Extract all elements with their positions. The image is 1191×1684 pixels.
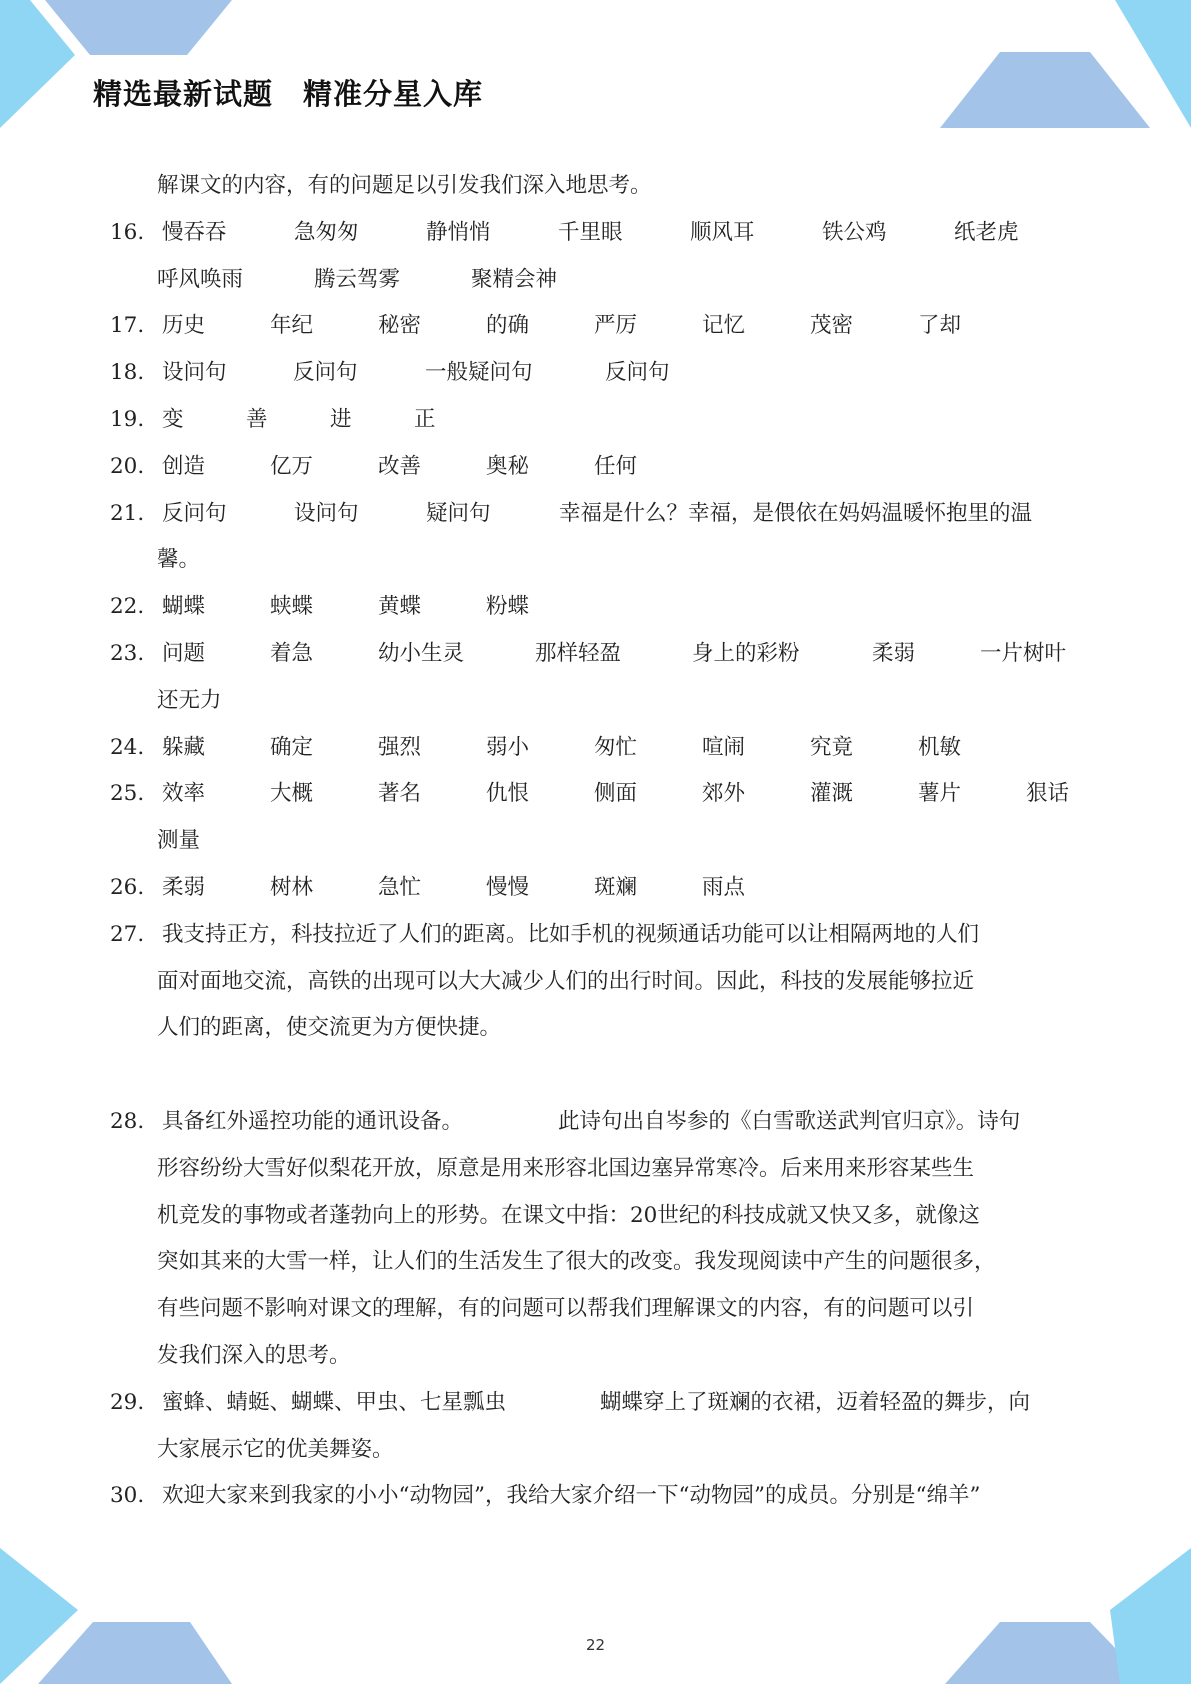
answer-text: [110, 1427, 394, 1474]
answer-text: [110, 1005, 501, 1052]
answer-item: [110, 631, 1110, 678]
answer-word: 呼风唤雨: [157, 266, 244, 292]
answer-word: 记忆: [702, 313, 746, 339]
page-number: 22: [585, 1636, 606, 1654]
answer-word: 慢慢: [486, 874, 530, 900]
answer-continuation: [110, 818, 1110, 865]
answer-word: 秘密: [378, 313, 422, 339]
answer-item: [110, 444, 1110, 491]
answer-word: 躲藏: [162, 734, 206, 760]
answer-word: 急忙: [378, 874, 422, 900]
answer-text: [110, 163, 652, 210]
answer-word: 亿万: [270, 453, 314, 479]
answer-word: 面对面地交流，高铁的出现可以大大减少人们的出行时间。因此，科技的发展能够拉近: [157, 968, 975, 994]
answer-word: 此诗句出自岑参的《白雪歌送武判官归京》。诗句: [558, 1108, 1021, 1134]
answer-text: [110, 1239, 996, 1286]
answer-word: 顺风耳: [690, 219, 755, 245]
answer-text: [162, 491, 1032, 538]
answer-text: [162, 444, 637, 491]
answer-word: 机敏: [918, 734, 962, 760]
answer-list: [110, 163, 1110, 1520]
answer-word: 一般疑问句: [425, 360, 533, 386]
answer-word: 问题: [162, 640, 206, 666]
answer-word: 历史: [162, 313, 206, 339]
answer-item: [110, 350, 1110, 397]
answer-word: 铁公鸡: [822, 219, 887, 245]
answer-word: 的确: [486, 313, 530, 339]
answer-text: [110, 257, 557, 304]
item-number: 26.: [110, 874, 145, 900]
answer-word: 任何: [594, 453, 638, 479]
item-number: 16.: [110, 219, 145, 245]
answer-word: 慢吞吞: [162, 219, 227, 245]
answer-continuation: [110, 257, 1110, 304]
answer-continuation: [110, 1239, 1110, 1286]
answer-word: 幼小生灵: [378, 640, 465, 666]
answer-continuation: [110, 1193, 1110, 1240]
answer-continuation: [110, 1005, 1110, 1052]
answer-continuation: [110, 1333, 1110, 1380]
answer-text: [162, 210, 1019, 257]
blank-line: [110, 1052, 1110, 1099]
answer-text: [110, 959, 974, 1006]
answer-continuation: [110, 678, 1110, 725]
answer-text: [162, 1099, 1020, 1146]
answer-item: [110, 303, 1110, 350]
answer-text: [110, 1333, 351, 1380]
answer-continuation: [110, 163, 1110, 210]
answer-word: 设问句: [294, 500, 359, 526]
answer-word: 一片树叶: [980, 640, 1067, 666]
answer-word: 设问句: [162, 360, 227, 386]
answer-word: 年纪: [270, 313, 314, 339]
answer-word: 蛱蝶: [270, 594, 314, 620]
answer-word: 确定: [270, 734, 314, 760]
answer-word: 仇恨: [486, 781, 530, 807]
answer-word: 急匆匆: [294, 219, 359, 245]
bottom-left-decoration: [0, 1548, 232, 1684]
answer-text: [162, 865, 745, 912]
answer-item: [110, 912, 1110, 959]
answer-word: 斑斓: [594, 874, 638, 900]
answer-word: 进: [330, 406, 352, 432]
top-right-decoration: [940, 0, 1191, 128]
answer-word: 粉蝶: [486, 594, 530, 620]
answer-word: 反问句: [293, 360, 358, 386]
answer-word: 究竟: [810, 734, 854, 760]
answer-word: 测量: [157, 828, 201, 854]
answer-text: [110, 1286, 974, 1333]
answer-word: 有些问题不影响对课文的理解，有的问题可以帮我们理解课文的内容，有的问题可以引: [157, 1296, 975, 1322]
answer-word: 蝴蝶: [162, 594, 206, 620]
answer-word: 馨。: [157, 547, 201, 573]
answer-word: 改善: [378, 453, 422, 479]
answer-word: 发我们深入的思考。: [157, 1342, 351, 1368]
answer-word: 柔弱: [162, 874, 206, 900]
answer-word: 郊外: [702, 781, 746, 807]
answer-word: 柔弱: [872, 640, 916, 666]
answer-continuation: [110, 1427, 1110, 1474]
item-number: 22.: [110, 594, 145, 620]
answer-item: [110, 210, 1110, 257]
answer-word: 创造: [162, 453, 206, 479]
answer-word: 匆忙: [594, 734, 638, 760]
answer-text: [110, 537, 200, 584]
answer-word: 茂密: [810, 313, 854, 339]
answer-word: 解课文的内容，有的问题足以引发我们深入地思考。: [157, 173, 652, 198]
answer-word: 欢迎大家来到我家的小小“动物园”，我给大家介绍一下“动物园”的成员。分别是“绵羊”: [162, 1483, 981, 1509]
answer-word: 黄蝶: [378, 594, 422, 620]
answer-text: [162, 397, 436, 444]
item-number: 23.: [110, 640, 145, 666]
answer-word: 蜜蜂、蜻蜓、蝴蝶、甲虫、七星瓢虫: [162, 1389, 507, 1415]
answer-text: [162, 350, 670, 397]
answer-word: 大家展示它的优美舞姿。: [157, 1436, 394, 1462]
item-number: 21.: [110, 500, 145, 526]
answer-word: 聚精会神: [471, 266, 558, 292]
answer-item: [110, 865, 1110, 912]
answer-word: 腾云驾雾: [314, 266, 401, 292]
answer-word: 千里眼: [558, 219, 623, 245]
answer-word: 弱小: [486, 734, 530, 760]
answer-word: 人们的距离，使交流更为方便快捷。: [157, 1015, 502, 1041]
item-number: 30.: [110, 1483, 145, 1509]
answer-continuation: [110, 1286, 1110, 1333]
answer-word: 那样轻盈: [535, 640, 622, 666]
item-number: 17.: [110, 313, 145, 339]
answer-text: [162, 584, 529, 631]
answer-text: [110, 1146, 974, 1193]
answer-word: 形容纷纷大雪好似梨花开放，原意是用来形容北国边塞异常寒冷。后来用来形容某些生: [157, 1155, 975, 1181]
answer-word: 效率: [162, 781, 206, 807]
answer-word: 蝴蝶穿上了斑斓的衣裙，迈着轻盈的舞步，向: [600, 1389, 1031, 1415]
answer-word: 灌溉: [810, 781, 854, 807]
answer-item: [110, 1099, 1110, 1146]
answer-word: 正: [414, 406, 436, 432]
answer-word: 机竞发的事物或者蓬勃向上的形势。在课文中指：20世纪的科技成就又快又多，就像这: [157, 1202, 980, 1228]
answer-continuation: [110, 537, 1110, 584]
answer-word: 侧面: [594, 781, 638, 807]
answer-word: 大概: [270, 781, 314, 807]
answer-continuation: [110, 959, 1110, 1006]
answer-text: [162, 771, 1069, 818]
answer-word: 突如其来的大雪一样，让人们的生活发生了很大的改变。我发现阅读中产生的问题很多，: [157, 1249, 996, 1275]
answer-continuation: [110, 1146, 1110, 1193]
answer-word: 雨点: [702, 874, 746, 900]
answer-word: 我支持正方，科技拉近了人们的距离。比如手机的视频通话功能可以让相隔两地的人们: [162, 921, 980, 947]
answer-word: 反问句: [605, 360, 670, 386]
answer-text: [110, 818, 200, 865]
answer-word: 了却: [918, 313, 962, 339]
answer-word: 严厉: [594, 313, 638, 339]
answer-word: 变: [162, 406, 184, 432]
answer-word: 著名: [378, 781, 422, 807]
answer-text: [110, 1193, 980, 1240]
answer-word: 薯片: [918, 781, 962, 807]
item-number: 18.: [110, 360, 145, 386]
bottom-right-decoration: [945, 1548, 1191, 1684]
item-number: 24.: [110, 734, 145, 760]
answer-word: 身上的彩粉: [692, 640, 800, 666]
answer-word: 着急: [270, 640, 314, 666]
answer-text: [162, 1380, 1030, 1427]
answer-item: [110, 491, 1110, 538]
answer-item: [110, 584, 1110, 631]
answer-word: 疑问句: [426, 500, 491, 526]
item-number: 27.: [110, 921, 145, 947]
answer-word: 反问句: [162, 500, 227, 526]
answer-item: [110, 771, 1110, 818]
item-number: 19.: [110, 406, 145, 432]
answer-text: [162, 631, 1066, 678]
answer-text: [162, 303, 961, 350]
answer-word: 还无力: [157, 687, 222, 713]
answer-text: [162, 725, 961, 772]
item-number: 25.: [110, 781, 145, 807]
answer-item: [110, 1380, 1110, 1427]
answer-word: 奥秘: [486, 453, 530, 479]
answer-word: 具备红外遥控功能的通讯设备。: [162, 1108, 464, 1134]
answer-text: [162, 1473, 980, 1520]
answer-item: [110, 725, 1110, 772]
answer-word: 强烈: [378, 734, 422, 760]
answer-word: 狠话: [1026, 781, 1070, 807]
answer-item: [110, 1473, 1110, 1520]
answer-word: 幸福是什么？幸福，是偎依在妈妈温暖怀抱里的温: [559, 500, 1033, 526]
answer-text: [162, 912, 979, 959]
item-number: 28.: [110, 1108, 145, 1134]
page-header-title: 精选最新试题 精准分星入库: [93, 77, 484, 111]
item-number: 20.: [110, 453, 145, 479]
answer-item: [110, 397, 1110, 444]
answer-word: 善: [246, 406, 268, 432]
answer-word: 喧闹: [702, 734, 746, 760]
answer-text: [110, 678, 222, 725]
answer-word: 纸老虎: [954, 219, 1019, 245]
answer-word: 树林: [270, 874, 314, 900]
item-number: 29.: [110, 1389, 145, 1415]
answer-word: 静悄悄: [426, 219, 491, 245]
